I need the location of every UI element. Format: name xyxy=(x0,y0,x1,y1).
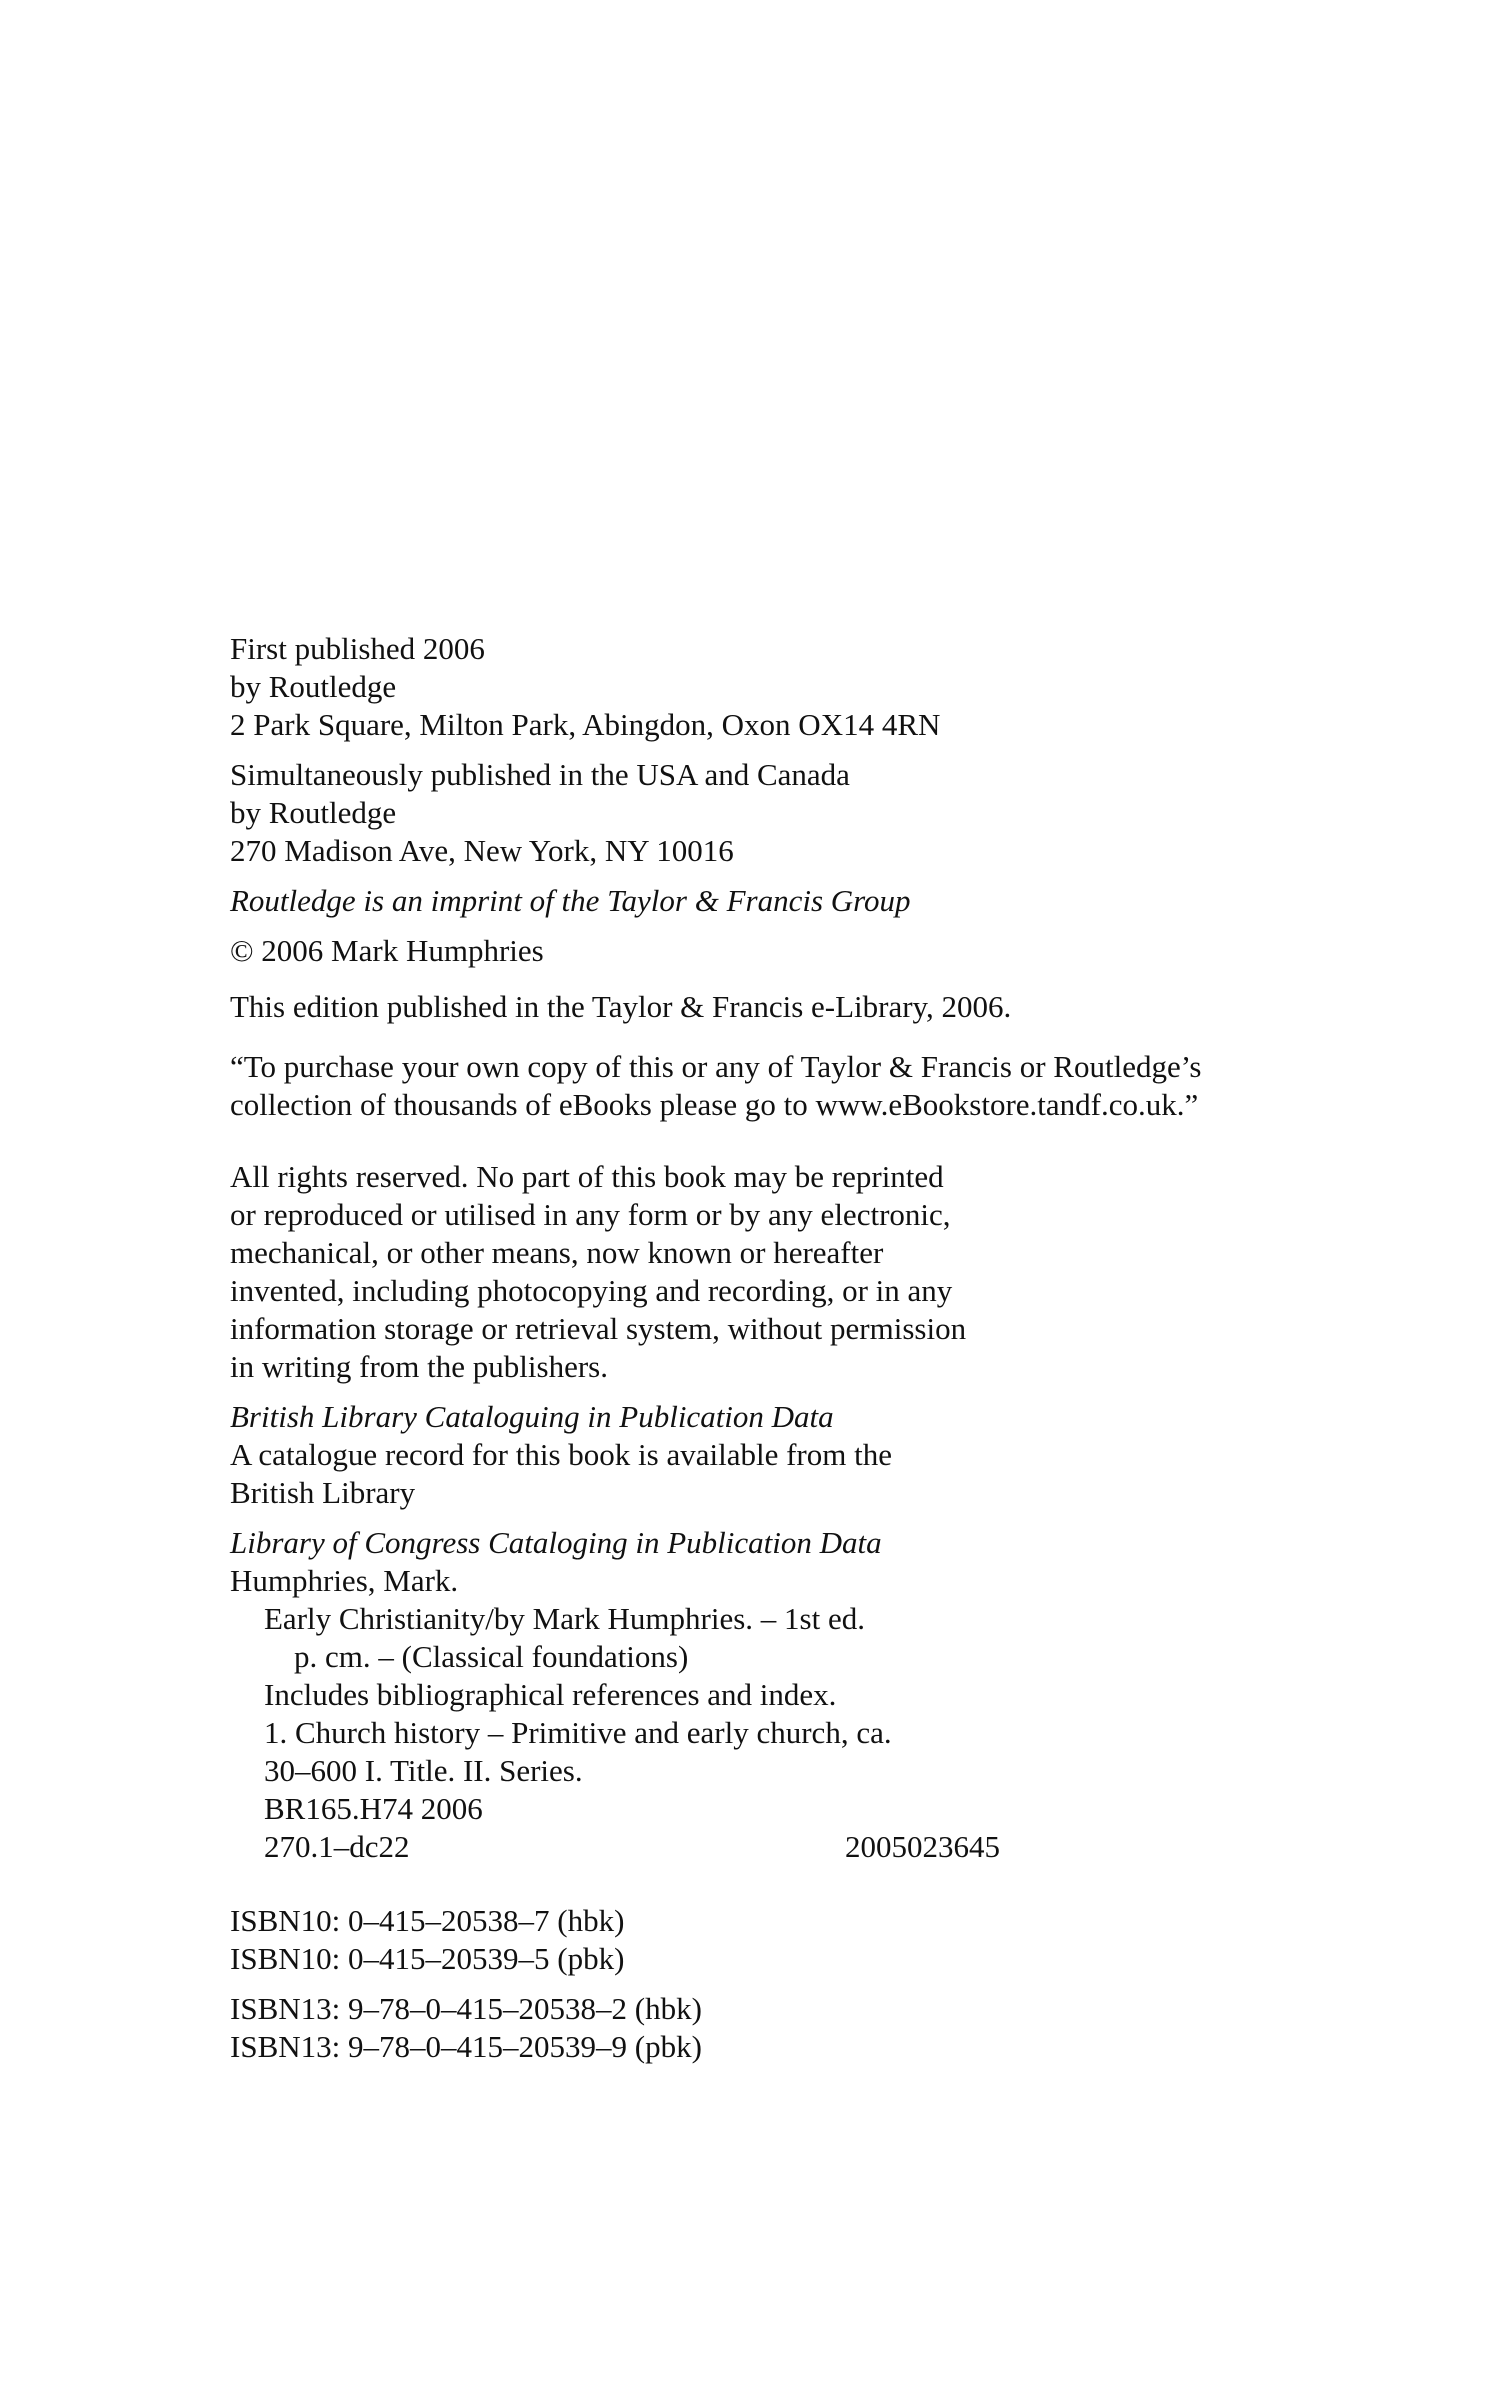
usa-canada-block xyxy=(230,756,1330,870)
rights-line: information storage or retrieval system, without permission xyxy=(230,1311,967,1346)
rights-reserved-block xyxy=(230,1158,1330,1386)
british-library-block xyxy=(230,1398,1330,1512)
loc-classification-row xyxy=(230,1828,1000,1866)
loc-includes-line: Includes bibliographical references and index. xyxy=(264,1677,837,1712)
copyright-notice: © 2006 Mark Humphries xyxy=(230,933,544,968)
isbn13-paperback: ISBN13: 9–78–0–415–20539–9 (pbk) xyxy=(230,2029,702,2064)
loc-title-line: Early Christianity/by Mark Humphries. – 1st ed. xyxy=(264,1601,865,1636)
rights-line: invented, including photocopying and recording, or in any xyxy=(230,1273,953,1308)
isbn10-paperback: ISBN10: 0–415–20539–5 (pbk) xyxy=(230,1941,625,1976)
us-publisher-address: 270 Madison Ave, New York, NY 10016 xyxy=(230,833,734,868)
british-library-heading: British Library Cataloguing in Publication Data xyxy=(230,1399,834,1434)
isbn13-hardback: ISBN13: 9–78–0–415–20538–2 (hbk) xyxy=(230,1991,702,2026)
publisher-address: 2 Park Square, Milton Park, Abingdon, Oxon OX14 4RN xyxy=(230,707,941,742)
publisher-line: by Routledge xyxy=(230,669,397,704)
loc-heading: Library of Congress Cataloging in Publication Data xyxy=(230,1525,882,1560)
simultaneous-publication-line: Simultaneously published in the USA and Canada xyxy=(230,757,850,792)
purchase-note-line: collection of thousands of eBooks please go to www.eBookstore.tandf.co.uk.” xyxy=(230,1087,1199,1122)
purchase-note xyxy=(230,1048,1330,1124)
isbn10-block xyxy=(230,1902,1330,1978)
loc-subject-line: 1. Church history – Primitive and early church, ca. xyxy=(264,1715,892,1750)
loc-control-number: 2005023645 xyxy=(845,1829,1000,1864)
imprint-statement: Routledge is an imprint of the Taylor & Francis Group xyxy=(230,883,911,918)
first-published-line: First published 2006 xyxy=(230,631,485,666)
us-publisher-line: by Routledge xyxy=(230,795,397,830)
first-published-block xyxy=(230,630,1330,744)
isbn13-block xyxy=(230,1990,1330,2066)
rights-line: mechanical, or other means, now known or hereafter xyxy=(230,1235,884,1270)
rights-line: or reproduced or utilised in any form or by any electronic, xyxy=(230,1197,951,1232)
e-library-edition-note: This edition published in the Taylor & Francis e-Library, 2006. xyxy=(230,989,1012,1024)
purchase-note-line: “To purchase your own copy of this or any of Taylor & Francis or Routledge’s xyxy=(230,1049,1202,1084)
british-library-line: British Library xyxy=(230,1475,416,1510)
rights-line: All rights reserved. No part of this book may be reprinted xyxy=(230,1159,944,1194)
rights-line: in writing from the publishers. xyxy=(230,1349,608,1384)
british-library-line: A catalogue record for this book is available from the xyxy=(230,1437,892,1472)
loc-subject-line: 30–600 I. Title. II. Series. xyxy=(264,1753,583,1788)
library-of-congress-block xyxy=(230,1524,1330,1866)
loc-pages-line: p. cm. – (Classical foundations) xyxy=(294,1639,689,1674)
loc-author: Humphries, Mark. xyxy=(230,1563,459,1598)
isbn10-hardback: ISBN10: 0–415–20538–7 (hbk) xyxy=(230,1903,625,1938)
loc-dewey-number: 270.1–dc22 xyxy=(264,1829,410,1864)
loc-call-number: BR165.H74 2006 xyxy=(264,1791,483,1826)
